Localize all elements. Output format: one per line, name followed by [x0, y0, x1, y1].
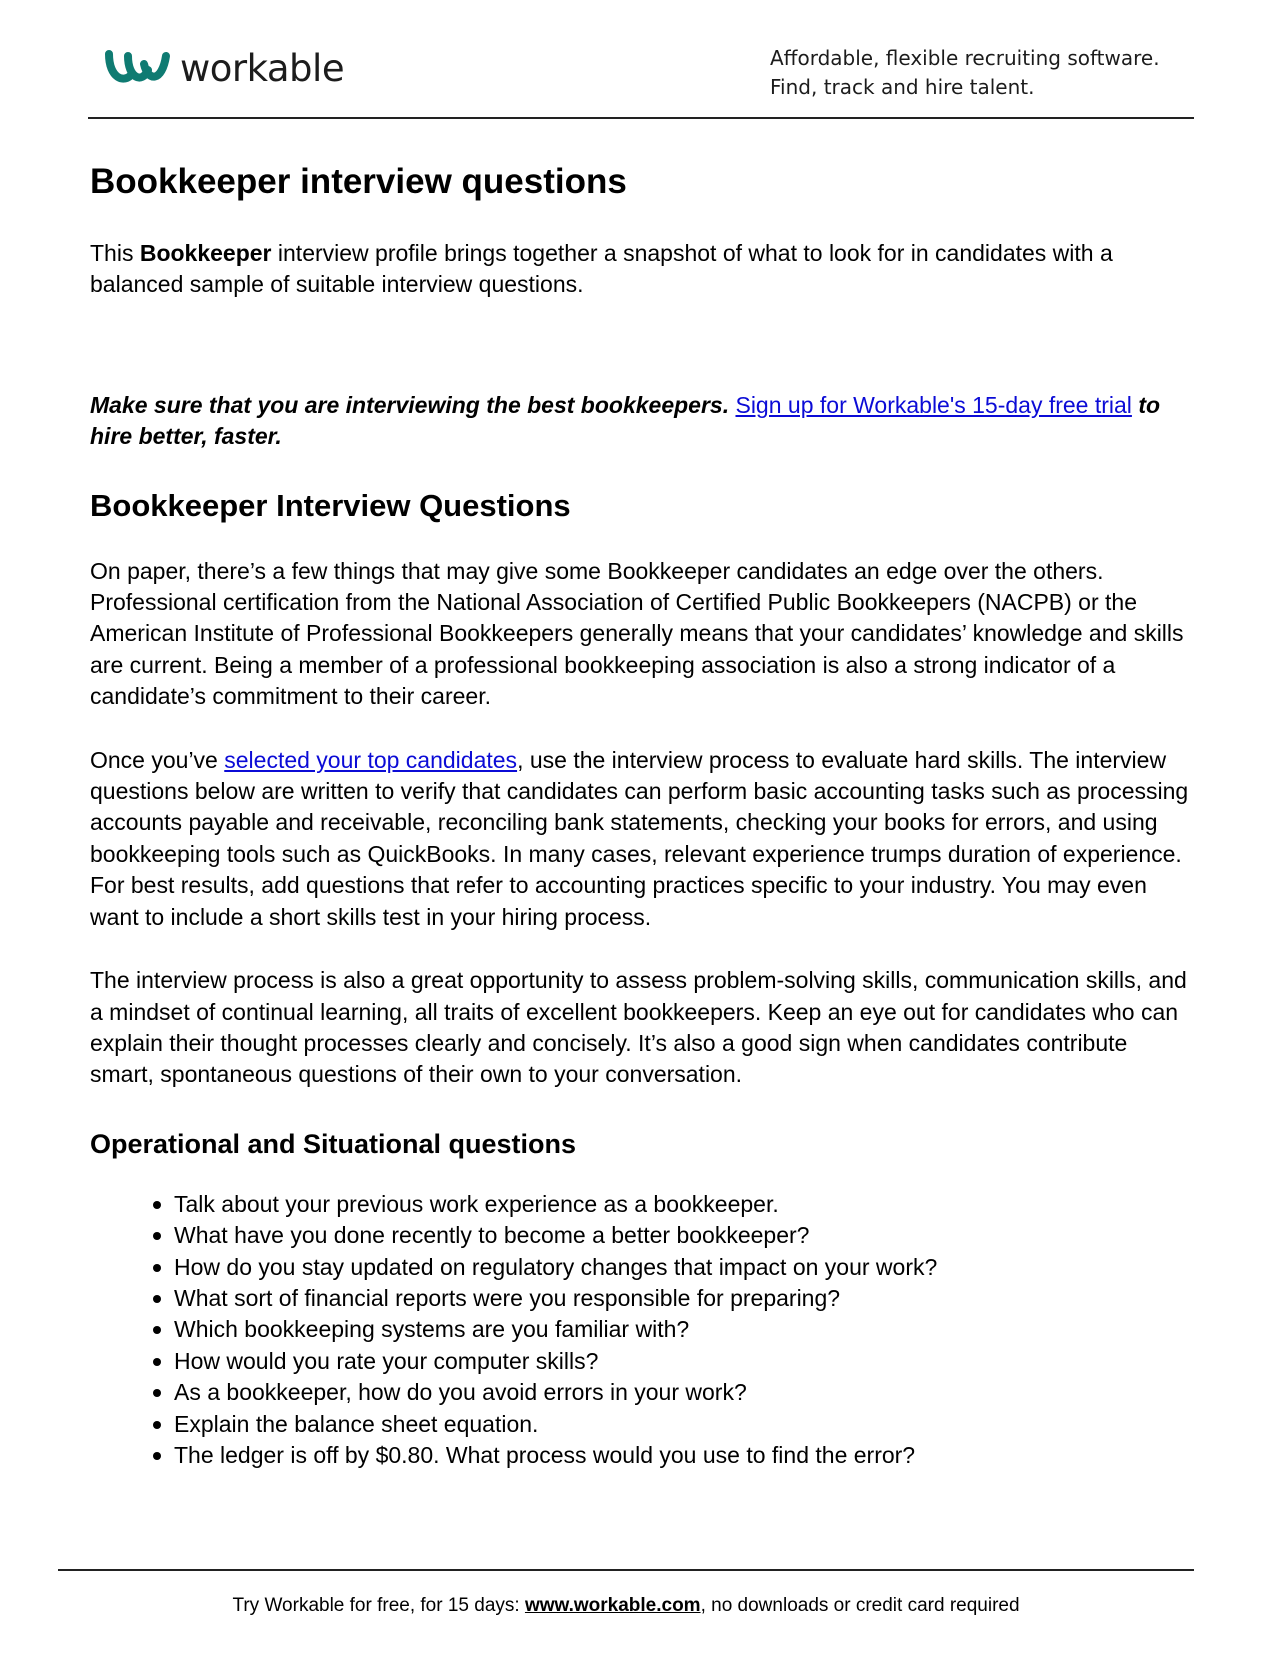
footer-text-after: , no downloads or credit card required: [700, 1595, 1020, 1616]
footer-divider: [58, 1569, 1194, 1571]
intro-text-before: This: [90, 240, 140, 266]
paragraph-soft-skills: The interview process is also a great opportunity to assess problem-solving skills, communication skills, and a mindset of continual learning, all traits of excellent bookkeepers. Keep an eye out for candidates who can explain their thought processes clearly and concisely. It’s also a good sign when candidates contribute smart, spontaneous questions of their own to your conversation.: [90, 967, 1187, 1088]
intro-text-after: interview profile brings together a snapshot of what to look for in candidates with a balanced sample of suitable interview questions.: [90, 240, 1113, 298]
question-list: [90, 1189, 1190, 1472]
footer-text-before: Try Workable for free, for 15 days:: [232, 1595, 525, 1616]
document-body: [90, 160, 1190, 1471]
header-divider: [88, 117, 1194, 119]
list-item: Talk about your previous work experience as a bookkeeper.: [174, 1189, 1190, 1220]
cta-lead: Make sure that you are interviewing the best bookkeepers.: [90, 391, 730, 418]
page-title: Bookkeeper interview questions: [90, 162, 627, 201]
p2-text-after: , use the interview process to evaluate hard skills. The interview questions below are written to verify that candidates can perform basic accounting tasks such as processing accounts payable and receivable, reconciling bank statements, checking your books for errors, and using bookkeeping tools such as QuickBooks. In many cases, relevant experience trumps duration of experience. For best results, add questions that refer to accounting practices specific to your industry. You may even want to include a short skills test in your hiring process.: [90, 746, 1189, 930]
workable-logo-mark-icon: [104, 48, 172, 88]
header-tagline: [770, 44, 1160, 102]
list-item: How do you stay updated on regulatory changes that impact on your work?: [174, 1252, 1190, 1283]
list-item: What have you done recently to become a better bookkeeper?: [174, 1220, 1190, 1251]
cta-tail: to hire better, faster.: [90, 391, 1161, 450]
list-item: How would you rate your computer skills?: [174, 1346, 1190, 1377]
logo-wordmark: workable: [180, 46, 345, 90]
list-item: What sort of financial reports were you responsible for preparing?: [174, 1283, 1190, 1314]
list-item: As a bookkeeper, how do you avoid errors in your work?: [174, 1377, 1190, 1408]
list-item: Explain the balance sheet equation.: [174, 1409, 1190, 1440]
section-heading: Bookkeeper Interview Questions: [90, 487, 571, 523]
free-trial-link[interactable]: Sign up for Workable's 15-day free trial: [735, 391, 1132, 418]
workable-logo[interactable]: [104, 48, 344, 88]
page-header: [88, 38, 1194, 118]
cta-paragraph: [90, 390, 1190, 453]
intro-bold-role: Bookkeeper: [139, 240, 272, 266]
list-item: The ledger is off by $0.80. What process would you use to find the error?: [174, 1440, 1190, 1471]
list-item: Which bookkeeping systems are you familiar with?: [174, 1314, 1190, 1345]
intro-paragraph: [90, 238, 1190, 301]
workable-url-link[interactable]: www.workable.com: [524, 1595, 701, 1616]
selected-candidates-link[interactable]: selected your top candidates: [224, 746, 518, 773]
subsection-heading: Operational and Situational questions: [90, 1128, 577, 1159]
tagline-line-1: Affordable, flexible recruiting software.: [770, 46, 1160, 70]
p2-text-before: Once you’ve: [90, 746, 225, 773]
paragraph-hard-skills: [90, 745, 1190, 933]
page-footer: [0, 1594, 1252, 1618]
tagline-line-2: Find, track and hire talent.: [770, 75, 1035, 99]
paragraph-certification: On paper, there’s a few things that may give some Bookkeeper candidates an edge over the others. Professional certification from the National Association of Certified Public Bookkeepers (NACPB) or the American Institute of Professional Bookkeepers generally means that your candidates’ knowledge and skills are current. Being a member of a professional bookkeeping association is also a strong indicator of a candidate’s commitment to their career.: [90, 557, 1184, 710]
